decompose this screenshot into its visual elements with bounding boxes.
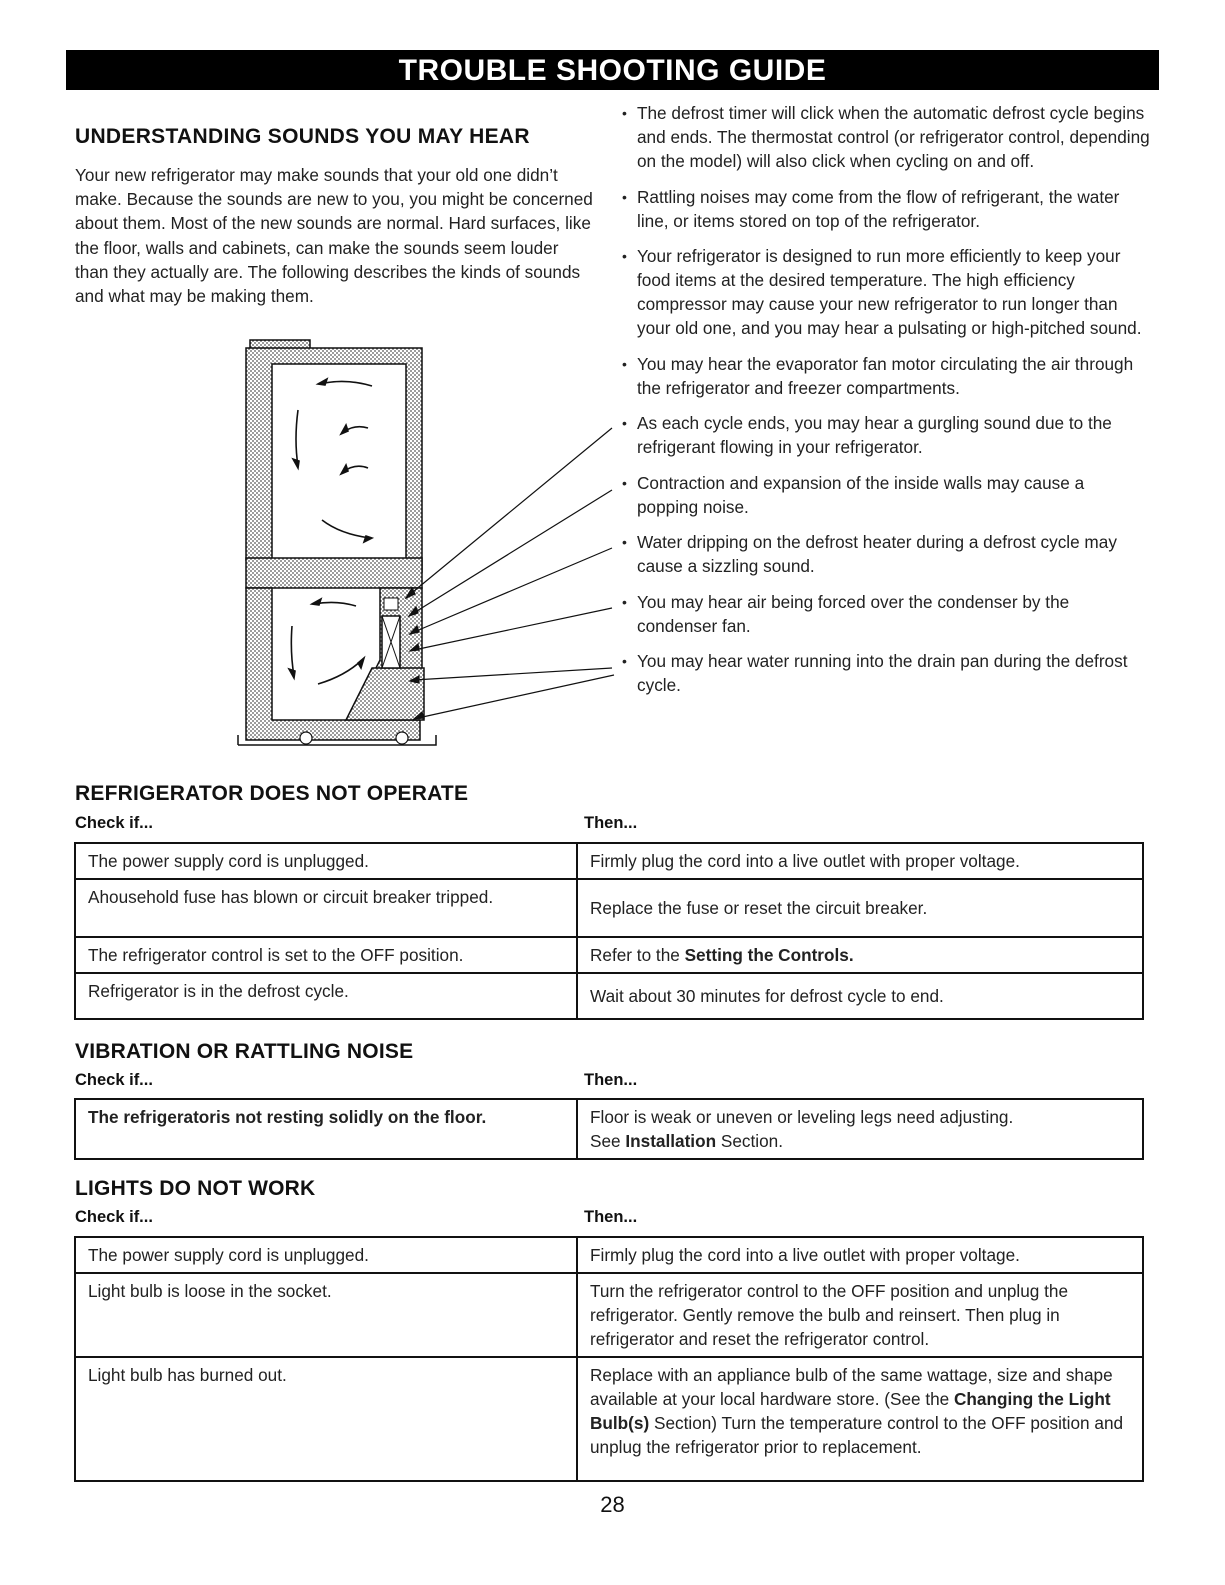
list-item: • Contraction and expansion of the inside walls may cause a popping noise.: [622, 472, 1085, 517]
list-item: • You may hear air being forced over the condenser by the condenser fan.: [622, 591, 1070, 636]
then-cell: Replace with an appliance bulb of the same wattage, size and shape available at your local hardware store. (See the Changing the Light Bulb(s) Section) Turn the temperature control to the OFF position and unplug the refrigerator prior to replacement.: [577, 1357, 1143, 1481]
check-cell: Ahousehold fuse has blown or circuit breaker tripped.: [75, 879, 577, 937]
check-cell: The power supply cord is unplugged.: [75, 843, 577, 879]
check-cell: Light bulb is loose in the socket.: [75, 1273, 577, 1357]
page-number: 28: [600, 1492, 625, 1517]
bullet-icon: •: [622, 593, 627, 610]
then-label: Then...: [584, 1071, 638, 1089]
list-item: • Your refrigerator is designed to run more efficiently to keep your food items at the desired temperature. The high efficiency compressor may cause your new refrigerator to run longer than your old one, and you may hear a pulsating or high-pitched sound.: [622, 246, 1142, 338]
bullet-icon: •: [622, 248, 627, 264]
check-if-label: Check if...: [75, 1071, 153, 1089]
check-cell: Light bulb has burned out.: [75, 1357, 577, 1481]
vibration-heading: VIBRATION OR RATTLING NOISE: [75, 1040, 414, 1063]
not-operate-table: [74, 842, 1144, 1020]
list-item: • You may hear water running into the drain pan during the defrost cycle.: [622, 651, 1128, 695]
lights-heading: LIGHTS DO NOT WORK: [75, 1177, 316, 1200]
table-row: [75, 937, 1143, 973]
list-item: • You may hear the evaporator fan motor circulating the air through the refrigerator and freezer compartments.: [622, 353, 1134, 398]
bullet-icon: •: [622, 105, 627, 121]
check-if-label: Check if...: [75, 814, 153, 832]
then-cell: Firmly plug the cord into a live outlet with proper voltage.: [577, 1237, 1143, 1273]
not-operate-heading: REFRIGERATOR DOES NOT OPERATE: [75, 782, 469, 805]
sounds-heading: UNDERSTANDING SOUNDS YOU MAY HEAR: [75, 125, 530, 148]
sounds-bullet-list: [620, 101, 1150, 709]
list-item: • As each cycle ends, you may hear a gurgling sound due to the refrigerant flowing in your refrigerator.: [622, 413, 1112, 457]
bullet-icon: •: [622, 474, 627, 491]
then-label: Then...: [584, 1208, 638, 1226]
check-cell: The refrigerator control is set to the OFF position.: [75, 937, 577, 973]
then-label: Then...: [584, 814, 638, 832]
then-cell: Floor is weak or uneven or leveling legs need adjusting. See Installation Section.: [577, 1099, 1143, 1159]
bullet-icon: •: [622, 653, 627, 669]
check-cell: The power supply cord is unplugged.: [75, 1237, 577, 1273]
list-item: • Rattling noises may come from the flow of refrigerant, the water line, or items stored on top of the refrigerator.: [622, 186, 1120, 231]
table-row: [75, 1237, 1143, 1273]
then-cell: Refer to the Setting the Controls.: [577, 937, 1143, 973]
bullet-icon: •: [622, 355, 627, 372]
list-item: • Water dripping on the defrost heater during a defrost cycle may cause a sizzling sound.: [622, 532, 1117, 576]
then-cell: Wait about 30 minutes for defrost cycle to end.: [577, 973, 1143, 1019]
vibration-table: [74, 1098, 1144, 1160]
check-cell: Refrigerator is in the defrost cycle.: [75, 973, 577, 1019]
lights-table: [74, 1236, 1144, 1482]
check-if-label: Check if...: [75, 1208, 153, 1226]
table-row: [75, 843, 1143, 879]
table-row: [75, 1357, 1143, 1481]
check-cell: The refrigeratoris not resting solidly on the floor.: [75, 1099, 577, 1159]
bullet-icon: •: [622, 534, 627, 550]
then-cell: Firmly plug the cord into a live outlet with proper voltage.: [577, 843, 1143, 879]
table-row: [75, 973, 1143, 1019]
bullet-icon: •: [622, 188, 627, 205]
table-row: [75, 1099, 1143, 1159]
then-cell: Replace the fuse or reset the circuit breaker.: [577, 879, 1143, 937]
bullet-icon: •: [622, 415, 627, 431]
sounds-intro: Your new refrigerator may make sounds that your old one didn’t make. Because the sounds are new to you, you might be concerned about them. Most of the new sounds are normal. Hard surfaces, like the floor, walls and cabinets, can make the sounds seem louder than they actually are. The following describes the kinds of sounds and what may be making them.: [75, 165, 593, 307]
table-row: [75, 1273, 1143, 1357]
table-row: [75, 879, 1143, 937]
then-cell: Turn the refrigerator control to the OFF position and unplug the refrigerator. Gently remove the bulb and reinsert. Then plug in refrigerator and reset the refrigerator control.: [577, 1273, 1143, 1357]
list-item: • The defrost timer will click when the automatic defrost cycle begins and ends. The thermostat control (or refrigerator control, depending on the model) will also click when cycling on and off.: [622, 103, 1150, 171]
page-banner-title: TROUBLE SHOOTING GUIDE: [66, 50, 1159, 90]
